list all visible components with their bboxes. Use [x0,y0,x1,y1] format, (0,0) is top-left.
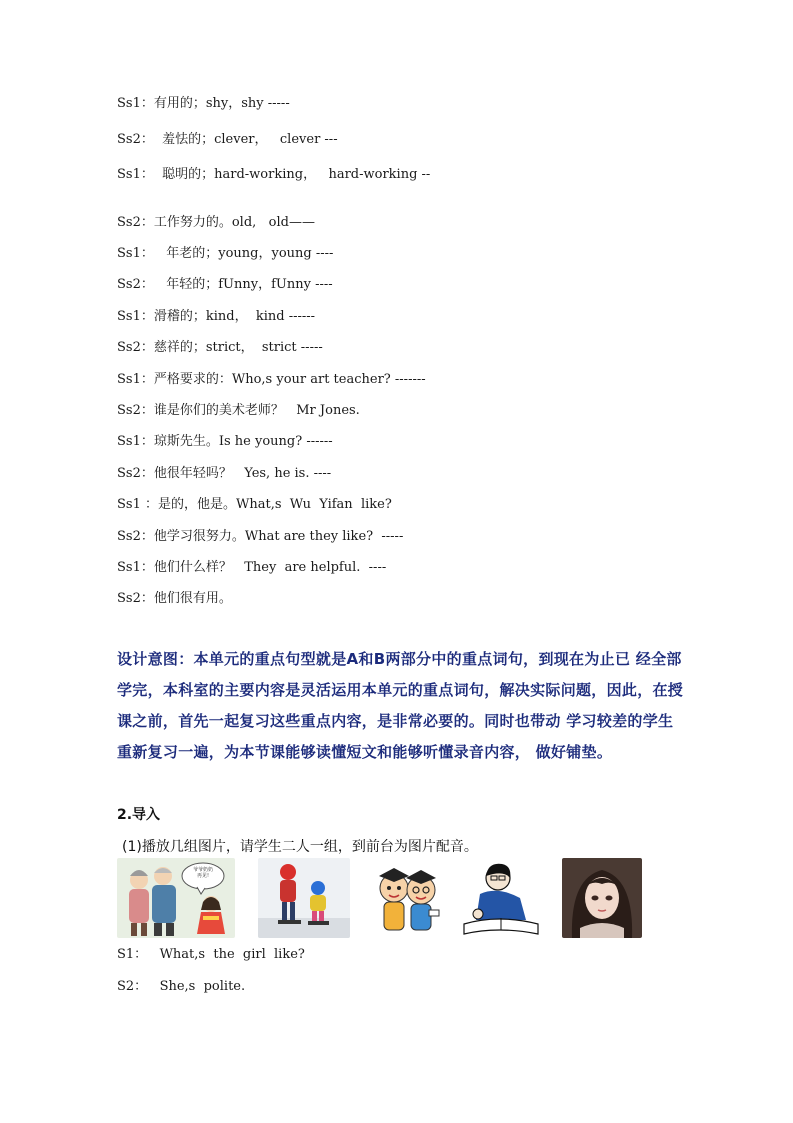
dialogue-line: Ss1： 聪明的；hard-working， hard-working -- [117,167,431,182]
dialogue-line: Ss1：严格要求的：Who,s your art teacher? ------- [117,372,426,387]
design-intent-paragraph: 设计意图：本单元的重点句型就是A和B两部分中的重点词句，到现在为止已 经全部学完，本科室的主要内容是灵活运用本单元的重点词句，解决实际问题，因此，在授课之前，首先一起复习这些重点内容，是非常必要的。同时也带动 学习较差的学生重新复习一遍，为本节课能够读懂短文和能够听懂录音内容， 做好铺垫。 [117,650,684,761]
dialogue-line: Ss1：他们什么样？ They are helpful. ---- [117,560,387,575]
speech-bubble-text: 爷爷奶奶 再见! [192,867,213,879]
family-cartoon-image [117,858,235,938]
graduates-cartoon-image [367,858,447,938]
dialogue-line: Ss1 ：是的，他是。What,s Wu Yifan like? [117,497,392,512]
instruction-text: (1)播放几组图片，请学生二人一组，到前台为图片配音。 [122,839,478,855]
studying-boy-image [458,858,543,938]
girl-portrait-image [562,858,642,938]
dialogue-line: Ss2：他们很有用。 [117,591,232,606]
example-dialogue-line: S2： She,s polite. [117,979,246,994]
dialogue-line: Ss2：他很年轻吗？ Yes, he is. ---- [117,466,332,481]
dialogue-line: Ss1：滑稽的；kind， kind ------ [117,309,316,324]
dialogue-line: Ss2：工作努力的。old, old—— [117,215,315,230]
dialogue-line: Ss2：他学习很努力。What are they like? ----- [117,529,404,544]
skating-children-photo [258,858,350,938]
dialogue-line: Ss2：慈祥的；strict， strict ----- [117,340,323,355]
section-heading: 2.导入 [117,807,161,823]
example-dialogue-line: S1： What,s the girl like? [117,947,305,962]
dialogue-line: Ss1：琼斯先生。Is he young? ------ [117,434,333,449]
dialogue-line: Ss2： 羞怯的；clever， clever --- [117,132,338,147]
dialogue-line: Ss2： 年轻的；fUnny，fUnny ---- [117,277,333,292]
dialogue-line: Ss1： 年老的；young，young ---- [117,246,334,261]
dialogue-line: Ss2：谁是你们的美术老师？ Mr Jones. [117,403,360,418]
dialogue-line: Ss1：有用的；shy，shy ----- [117,96,290,111]
